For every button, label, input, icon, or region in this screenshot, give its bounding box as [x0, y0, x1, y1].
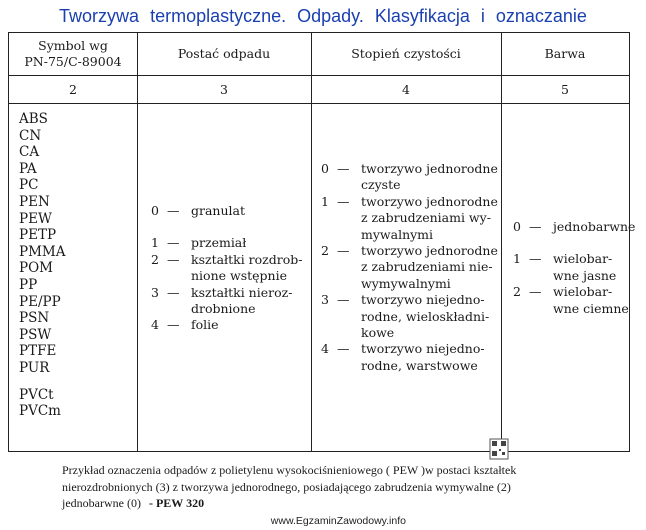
- symbol-item: PC: [19, 177, 39, 194]
- column-number: 2: [69, 81, 77, 97]
- list-item: 0 — granulat: [151, 203, 246, 218]
- symbol-item: PA: [19, 160, 37, 177]
- barwa-list: 0 — jednobarwne 1 — wielobar- wne jasne 2 — wielobar- wne ciemne: [513, 219, 636, 316]
- symbol-item: PETP: [19, 227, 57, 244]
- header-barwa: Barwa: [544, 46, 586, 61]
- symbol-list: [19, 111, 65, 420]
- column-number: 5: [561, 81, 569, 97]
- symbol-item: ABS: [19, 111, 48, 127]
- symbol-spacer: [19, 377, 65, 387]
- example-note: [62, 462, 516, 512]
- list-item: 3 — kształtki nieroz-: [151, 284, 293, 300]
- symbol-item: PSW: [19, 326, 52, 343]
- list-item: 2 — wielobar-: [513, 284, 613, 300]
- list-item: 2 — kształtki rozdrob-: [151, 251, 303, 267]
- list-item: 2 — tworzywo jednorodne: [321, 243, 498, 259]
- symbol-item: PUR: [19, 359, 50, 376]
- symbol-item: PVCm: [19, 403, 61, 420]
- symbol-item: POM: [19, 260, 53, 277]
- example-line: jednobarwne (0) - PEW 320: [62, 496, 205, 510]
- list-item: 0 — jednobarwne: [513, 219, 636, 234]
- symbol-item: PEW: [19, 210, 52, 227]
- list-item: 1 — wielobar-: [513, 251, 613, 267]
- symbol-item: PSN: [19, 310, 50, 327]
- list-item: 3 — tworzywo niejedno-: [321, 292, 485, 308]
- symbol-item: PP: [19, 276, 38, 293]
- row-divider: [9, 103, 629, 104]
- example-line: nierozdrobnionych (3) z tworzywa jednorodnego, posiadającego zabrudzenia wymywalne (2): [62, 479, 511, 494]
- example-line: Przykład oznaczenia odpadów z polietylenu wysokociśnieniowego ( PEW )w postaci kształtek: [62, 463, 517, 477]
- list-item: 0 — tworzywo jednorodne: [321, 161, 498, 176]
- symbol-item: PEN: [19, 193, 50, 210]
- page-title: Tworzywa termoplastyczne. Odpady. Klasyfikacja i oznaczanie: [59, 6, 587, 26]
- postac-list: 0 — granulat 1 — przemiał 2 — kształtki rozdrob- nione wstępnie 3 — kształtki nieroz- drobnione 4 — folie: [151, 203, 303, 333]
- symbol-item: PE/PP: [19, 293, 61, 310]
- source-url: www.EgzaminZawodowy.info: [270, 515, 406, 527]
- list-item: 4 — tworzywo niejedno-: [321, 341, 485, 357]
- header-symbol: Symbol wg PN-75/C-89004: [24, 38, 122, 69]
- list-item: 1 — przemiał: [151, 235, 247, 251]
- example-code: - PEW 320: [148, 496, 205, 510]
- header-czystosc: Stopień czystości: [351, 46, 461, 61]
- symbol-item: CN: [19, 127, 42, 144]
- list-item: 4 — folie: [151, 317, 219, 333]
- classification-table: [8, 32, 636, 452]
- symbol-item: CA: [19, 144, 40, 161]
- symbol-item: PMMA: [19, 243, 66, 260]
- column-number: 4: [402, 81, 410, 97]
- symbol-item: PVCt: [19, 386, 54, 403]
- qr-stamp-icon: [489, 438, 509, 460]
- czystosc-list: 0 — tworzywo jednorodne czyste 1 — tworzywo jednorodne z zabrudzeniami wy- mywalnymi 2 — tworzywo jednorodne z zabrudzeniami nie- wymywalnymi 3 — tworzywo niejedno- rodne, wieloskładni- kowe 4 — tworzywo niejedno- rodne, warstwowe: [321, 161, 498, 373]
- list-item: 1 — tworzywo jednorodne: [321, 193, 498, 209]
- header-postac: Postać odpadu: [177, 46, 271, 61]
- symbol-item: PTFE: [19, 343, 57, 360]
- column-number: 3: [220, 81, 228, 97]
